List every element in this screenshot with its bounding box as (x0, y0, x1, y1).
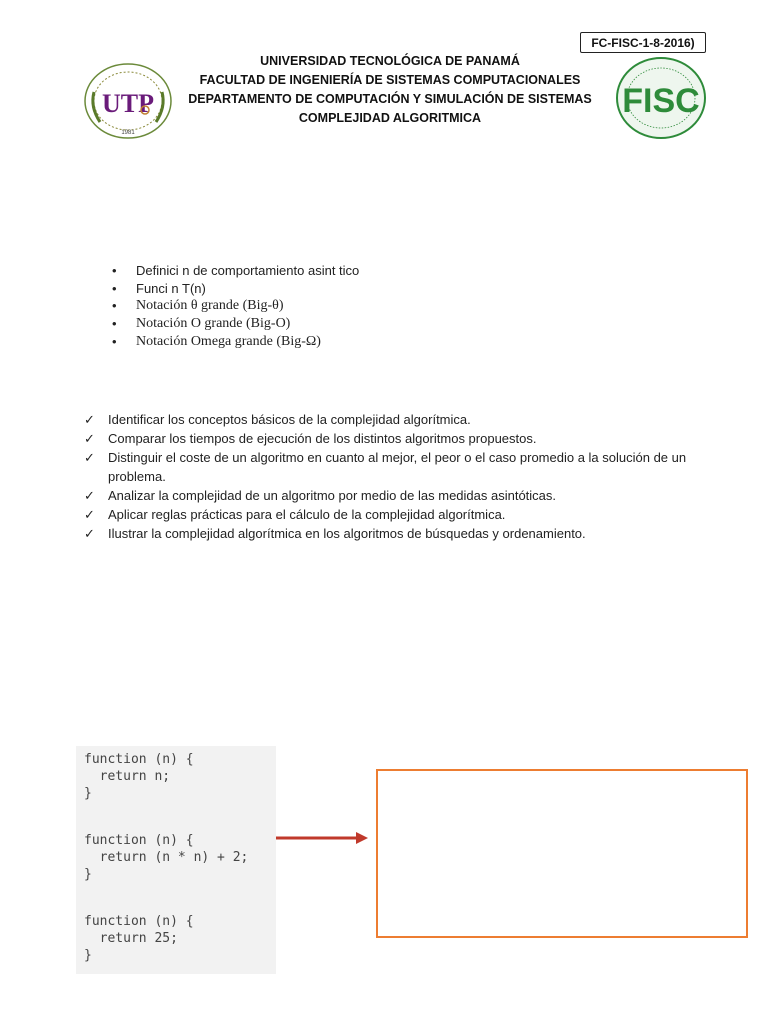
svg-text:1981: 1981 (121, 130, 135, 136)
check-icon: ✓ (84, 450, 95, 465)
department-name: DEPARTAMENTO DE COMPUTACIÓN Y SIMULACIÓN DE SISTEMAS (188, 92, 592, 106)
svg-text:UTP: UTP (102, 89, 154, 118)
objective-item: ✓ Distinguir el coste de un algoritmo en cuanto al mejor, el peor o el caso promedio a la solución de un problema. (84, 450, 687, 484)
check-icon: ✓ (84, 526, 95, 541)
svg-text:FISC: FISC (622, 82, 700, 120)
utp-logo (82, 62, 174, 140)
form-code-box: FC-FISC-1-8-2016) (580, 32, 706, 53)
arrow-right-icon (276, 830, 370, 846)
objective-item: ✓ Analizar la complejidad de un algoritmo por medio de las medidas asintóticas. (84, 488, 557, 503)
bullet-icon: • (112, 281, 117, 296)
check-icon: ✓ (84, 488, 95, 503)
faculty-name: FACULTAD DE INGENIERÍA DE SISTEMAS COMPUTACIONALES (199, 73, 581, 87)
objective-item: ✓ Aplicar reglas prácticas para el cálculo de la complejidad algorítmica. (84, 507, 506, 522)
objective-item: ✓ Identificar los conceptos básicos de la complejidad algorítmica. (84, 412, 471, 427)
bullet-icon: • (112, 298, 117, 313)
code-snippet-box: function (n) { return n; } function (n) { return (n * n) + 2; } function (n) { return 25; } (76, 746, 276, 974)
university-name: UNIVERSIDAD TECNOLÓGICA DE PANAMÁ (260, 54, 520, 68)
fisc-logo (614, 55, 708, 141)
bullet-icon: • (112, 263, 117, 278)
objective-item: ✓ Comparar los tiempos de ejecución de los distintos algoritmos propuestos. (84, 431, 537, 446)
check-icon: ✓ (84, 412, 95, 427)
bullet-icon: • (112, 334, 117, 349)
check-icon: ✓ (84, 507, 95, 522)
course-name: COMPLEJIDAD ALGORITMICA (298, 111, 482, 125)
check-icon: ✓ (84, 431, 95, 446)
objective-item: ✓ Ilustrar la complejidad algorítmica en los algoritmos de búsquedas y ordenamiento. (84, 526, 586, 541)
bullet-icon: • (112, 316, 117, 331)
answer-box[interactable] (376, 769, 748, 938)
